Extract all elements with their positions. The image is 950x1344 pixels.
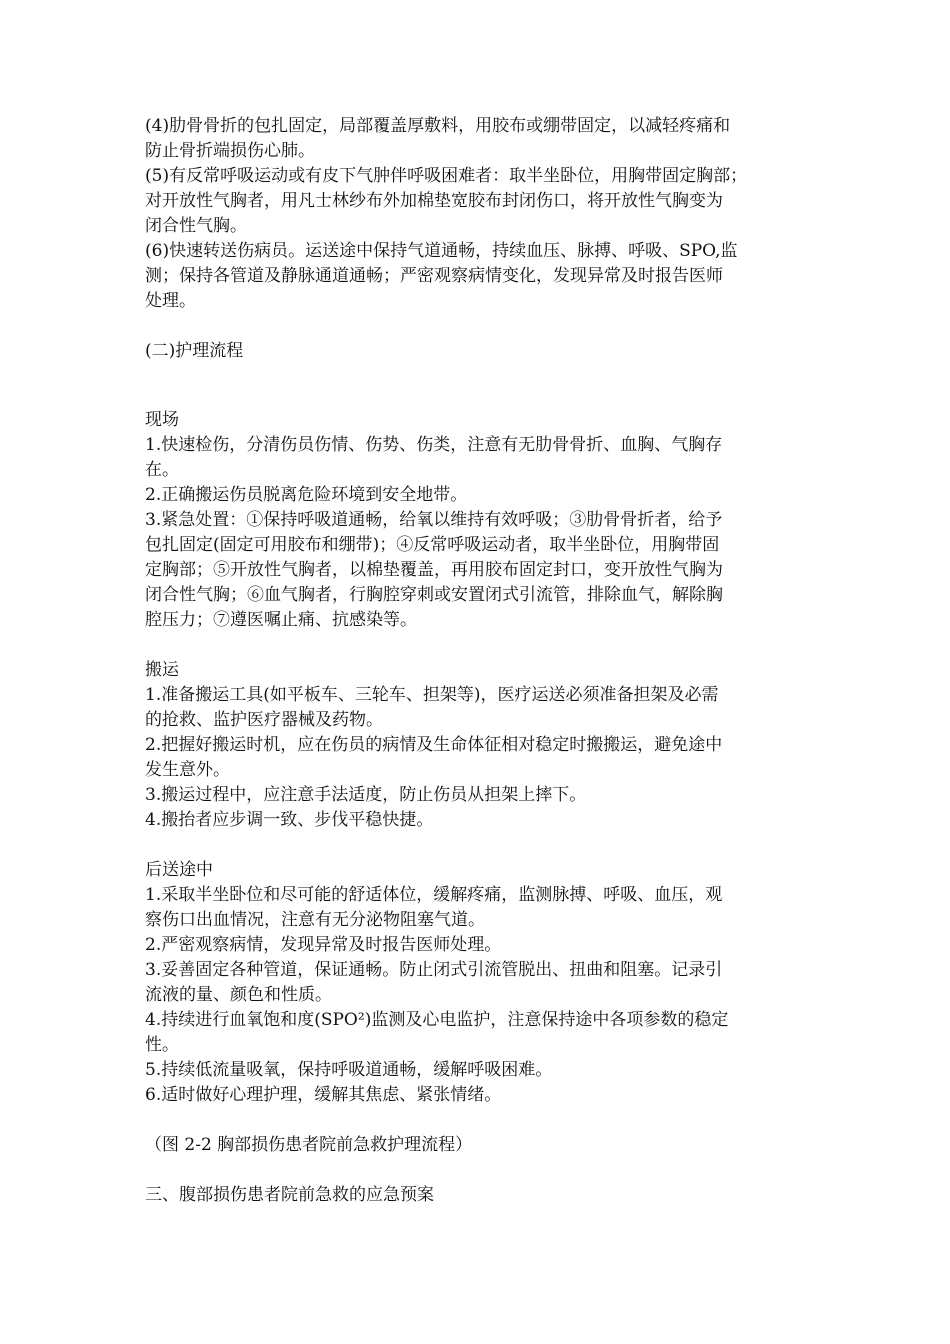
transport-section bbox=[145, 658, 815, 833]
text-line: 5.持续低流量吸氧，保持呼吸道通畅，缓解呼吸困难。 bbox=[145, 1060, 553, 1080]
en-route-section bbox=[145, 858, 815, 1108]
text-line: 2.把握好搬运时机，应在伤员的病情及生命体征相对稳定时搬搬运，避免途中 bbox=[145, 735, 723, 755]
section-heading: (二)护理流程 bbox=[145, 341, 244, 361]
scene-section bbox=[145, 408, 815, 633]
text-line: 对开放性气胸者，用凡士林纱布外加棉垫宽胶布封闭伤口，将开放性气胸变为 bbox=[145, 191, 723, 211]
text-line: 测；保持各管道及静脉通道通畅；严密观察病情变化，发现异常及时报告医师 bbox=[145, 266, 723, 286]
text-line: 腔压力；⑦遵医嘱止痛、抗感染等。 bbox=[145, 610, 417, 630]
text-line: 1.准备搬运工具(如平板车、三轮车、担架等)，医疗运送必须准备担架及必需 bbox=[145, 685, 719, 705]
text-line: 察伤口出血情况，注意有无分泌物阻塞气道。 bbox=[145, 910, 485, 930]
text-line: 1.采取半坐卧位和尽可能的舒适体位，缓解疼痛，监测脉搏、呼吸、血压，观 bbox=[145, 885, 723, 905]
text-line: 定胸部；⑤开放性气胸者，以棉垫覆盖，再用胶布固定封口，变开放性气胸为 bbox=[145, 560, 723, 580]
text-line: (5)有反常呼吸运动或有皮下气肿伴呼吸困难者：取半坐卧位，用胸带固定胸部； bbox=[145, 166, 748, 186]
document-body bbox=[145, 114, 815, 1208]
intro-item-6 bbox=[145, 239, 815, 314]
text-line: 包扎固定(固定可用胶布和绷带)；④反常呼吸运动者，取半坐卧位，用胸带固 bbox=[145, 535, 720, 555]
text-line: 1.快速检伤，分清伤员伤情、伤势、伤类，注意有无肋骨骨折、血胸、气胸存 bbox=[145, 435, 723, 455]
text-line: (6)快速转送伤病员。运送途中保持气道通畅，持续血压、脉搏、呼吸、SPO,监 bbox=[145, 241, 738, 261]
text-line: 3.搬运过程中，应注意手法适度，防止伤员从担架上摔下。 bbox=[145, 785, 587, 805]
text-line: 2.严密观察病情，发现异常及时报告医师处理。 bbox=[145, 935, 502, 955]
subsection-title: 现场 bbox=[145, 410, 179, 430]
next-section-heading: 三、腹部损伤患者院前急救的应急预案 bbox=[145, 1185, 434, 1205]
text-line: 在。 bbox=[145, 460, 179, 480]
text-line: 4.持续进行血氧饱和度(SPO²)监测及心电监护，注意保持途中各项参数的稳定 bbox=[145, 1010, 729, 1030]
intro-item-5 bbox=[145, 164, 815, 239]
subsection-title: 后送途中 bbox=[145, 860, 213, 880]
text-line: (4)肋骨骨折的包扎固定，局部覆盖厚敷料，用胶布或绷带固定，以减轻疼痛和 bbox=[145, 116, 731, 136]
text-line: 流液的量、颜色和性质。 bbox=[145, 985, 332, 1005]
text-line: 处理。 bbox=[145, 291, 196, 311]
text-line: 闭合性气胸。 bbox=[145, 216, 247, 236]
text-line: 4.搬抬者应步调一致、步伐平稳快捷。 bbox=[145, 810, 434, 830]
text-line: 防止骨折端损伤心肺。 bbox=[145, 141, 315, 161]
text-line: 2.正确搬运伤员脱离危险环境到安全地带。 bbox=[145, 485, 468, 505]
text-line: 的抢救、监护医疗器械及药物。 bbox=[145, 710, 383, 730]
text-line: 3.紧急处置：①保持呼吸道通畅，给氧以维持有效呼吸；③肋骨骨折者，给予 bbox=[145, 510, 723, 530]
intro-item-4 bbox=[145, 114, 815, 164]
text-line: 发生意外。 bbox=[145, 760, 230, 780]
text-line: 6.适时做好心理护理，缓解其焦虑、紧张情绪。 bbox=[145, 1085, 502, 1105]
text-line: 性。 bbox=[145, 1035, 179, 1055]
subsection-title: 搬运 bbox=[145, 660, 179, 680]
figure-caption: （图 2-2 胸部损伤患者院前急救护理流程） bbox=[145, 1135, 473, 1155]
text-line: 闭合性气胸；⑥血气胸者，行胸腔穿刺或安置闭式引流管，排除血气，解除胸 bbox=[145, 585, 723, 605]
text-line: 3.妥善固定各种管道，保证通畅。防止闭式引流管脱出、扭曲和阻塞。记录引 bbox=[145, 960, 723, 980]
